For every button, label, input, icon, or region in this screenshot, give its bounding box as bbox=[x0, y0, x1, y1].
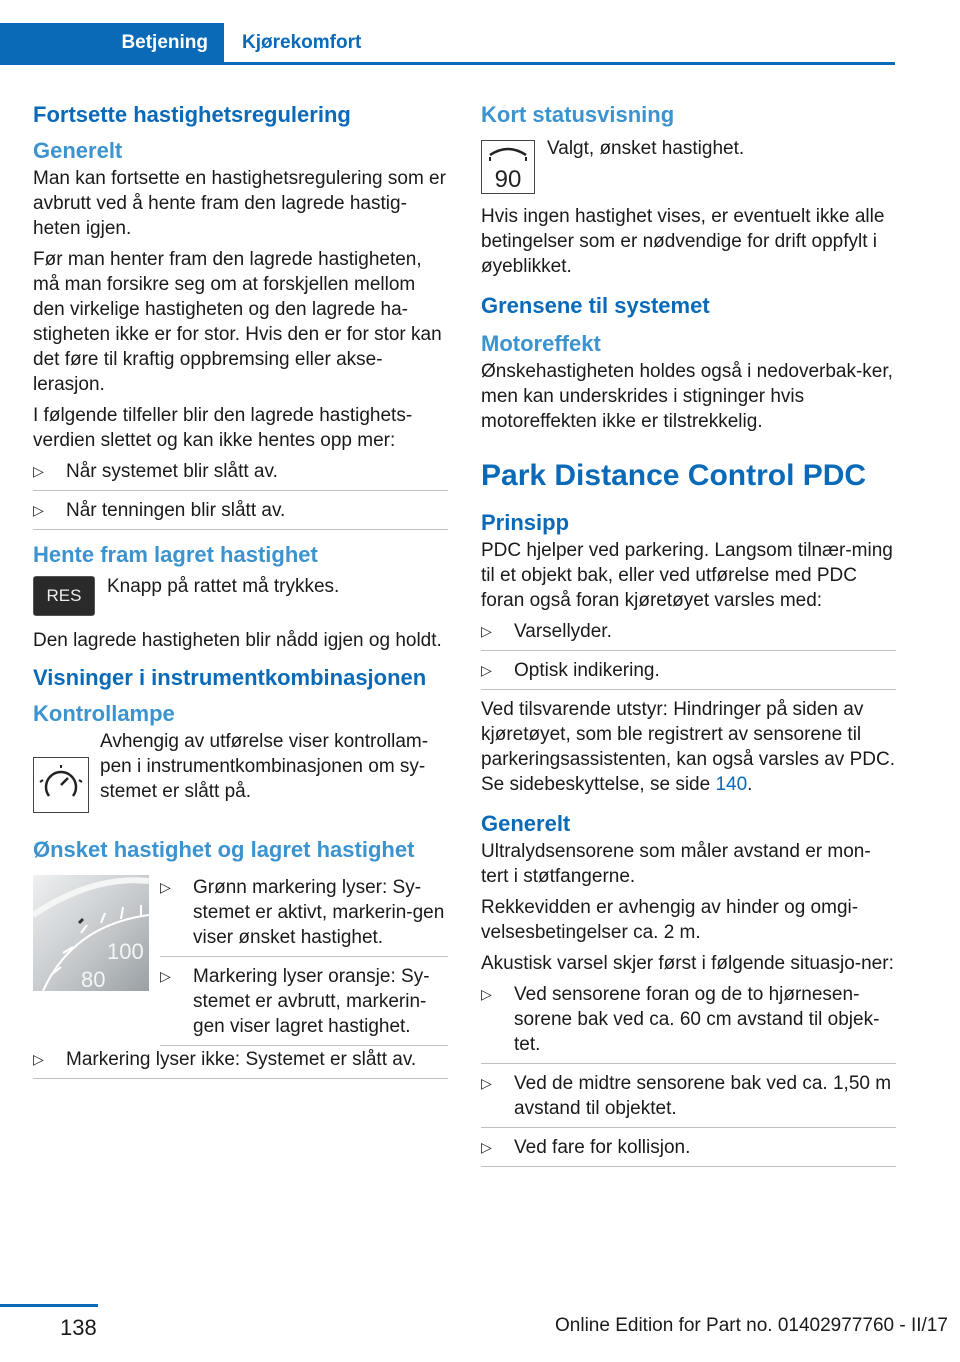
header-bar bbox=[0, 0, 895, 65]
heading-hente: Hente fram lagret hastighet bbox=[33, 542, 318, 567]
list-item: ▷ Når systemet blir slått av. bbox=[33, 459, 448, 491]
triangle-bullet-icon: ▷ bbox=[33, 463, 44, 479]
paragraph: PDC hjelper ved parkering. Langsom tilnær‐ming til et objekt bak, eller ved utførelse med PDC foran også foran kjøretøyet varsles med: bbox=[481, 540, 893, 611]
list-item: ▷ Optisk indikering. bbox=[481, 658, 896, 690]
heading-prinsipp: Prinsipp bbox=[481, 510, 570, 535]
list-item: ▷ Når tenningen blir slått av. bbox=[33, 498, 448, 530]
kontrollampe-text: Avhengig av utførelse viser kontrollam‐pen i instrumentkombinasjonen om sy‐stemet er slått på. bbox=[100, 731, 429, 802]
list-item: ▷ Ved sensorene foran og de to hjørnesen‐sorene bak ved ca. 60 cm avstand til objek‐tet. bbox=[481, 982, 896, 1064]
heading-pdc: Park Distance Control PDC bbox=[481, 459, 867, 492]
triangle-bullet-icon: ▷ bbox=[481, 986, 492, 1002]
page-number-rule bbox=[0, 1304, 98, 1307]
list-item: ▷ Varsellyder. bbox=[481, 619, 896, 651]
res-row bbox=[33, 576, 448, 624]
kort-status-text: Valgt, ønsket hastighet. bbox=[547, 138, 745, 159]
paragraph: Ved tilsvarende utstyr: Hindringer på siden av kjøretøyet, som ble registrert av sensorene til parkeringsassistenten, kan også varsles av PDC. Se sidebeskyttelse, se side 140. bbox=[481, 699, 895, 795]
onsket-row bbox=[33, 875, 448, 1047]
gauge-label-80: 80 bbox=[81, 967, 106, 991]
onsket-list bbox=[160, 875, 448, 1053]
paragraph: Før man henter fram den lagrede hastigheten, må man forsikre seg om at forskjellen mellom den virkelige hastigheten og den lagrede ha‐stigheten ikke er for stor. Hvis den er for stor kan det føre til kraftig oppbremsing eller akse‐lerasjon. bbox=[33, 249, 442, 395]
tab-betjening[interactable]: Betjening bbox=[0, 23, 224, 62]
cruise-control-lamp-icon bbox=[33, 757, 89, 813]
heading-onsket: Ønsket hastighet og lagret hastighet bbox=[33, 837, 415, 862]
heading-fortsette: Fortsette hastighetsregulering bbox=[33, 102, 351, 127]
left-column bbox=[33, 100, 448, 1086]
right-column bbox=[481, 100, 896, 1174]
heading-kontrollampe: Kontrollampe bbox=[33, 701, 175, 726]
list-item: ▷ Ved fare for kollisjon. bbox=[481, 1135, 896, 1167]
paragraph: Rekkevidden er avhengig av hinder og omgi‐velsesbetingelser ca. 2 m. bbox=[481, 897, 859, 943]
res-text: Knapp på rattet må trykkes. bbox=[107, 576, 340, 597]
list-item: ▷ Grønn markering lyser: Sy‐stemet er aktivt, markerin‐gen viser ønsket hastighet. bbox=[160, 875, 448, 957]
list-item: ▷ Markering lyser oransje: Sy‐stemet er avbrutt, markerin‐gen viser lagret hastighet. bbox=[160, 964, 448, 1046]
heading-generelt: Generelt bbox=[33, 138, 123, 163]
gauge-label-100: 100 bbox=[107, 939, 144, 964]
speed-display-icon bbox=[481, 140, 535, 194]
paragraph: Den lagrede hastigheten blir nådd igjen og holdt. bbox=[33, 630, 442, 651]
paragraph: Hvis ingen hastighet vises, er eventuelt ikke alle betingelser som er nødvendige for drift oppfylt i øyeblikket. bbox=[481, 206, 885, 277]
kort-status-row bbox=[481, 138, 896, 204]
heading-motoreffekt: Motoreffekt bbox=[481, 331, 601, 356]
tab-kjorekomfort[interactable]: Kjørekomfort bbox=[242, 32, 362, 53]
list-item: ▷ Ved de midtre sensorene bak ved ca. 1,50 m avstand til objektet. bbox=[481, 1071, 896, 1128]
heading-kort-status: Kort statusvisning bbox=[481, 102, 675, 127]
heading-grensene: Grensene til systemet bbox=[481, 293, 710, 318]
heading-generelt-pdc: Generelt bbox=[481, 811, 571, 836]
page-link[interactable]: 140 bbox=[715, 774, 748, 795]
paragraph: Akustisk varsel skjer først i følgende situasjo‐ner: bbox=[481, 953, 894, 974]
edition-text: Online Edition for Part no. 01402977760 - II/17 bbox=[555, 1315, 948, 1336]
speedometer-image bbox=[33, 875, 149, 991]
triangle-bullet-icon: ▷ bbox=[160, 968, 171, 984]
heading-visninger: Visninger i instrumentkombinasjonen bbox=[33, 665, 427, 690]
page-number: 138 bbox=[60, 1315, 97, 1340]
triangle-bullet-icon: ▷ bbox=[481, 1139, 492, 1155]
paragraph: I følgende tilfeller blir den lagrede hastighets‐verdien slettet og kan ikke hentes opp mer: bbox=[33, 405, 413, 451]
kontrollampe-row bbox=[33, 733, 448, 825]
triangle-bullet-icon: ▷ bbox=[481, 662, 492, 678]
paragraph: Man kan fortsette en hastighetsregulering som er avbrutt ved å hente fram den lagrede hastig‐heten igjen. bbox=[33, 168, 446, 239]
speed-display-value: 90 bbox=[494, 166, 522, 193]
triangle-bullet-icon: ▷ bbox=[481, 1075, 492, 1091]
triangle-bullet-icon: ▷ bbox=[33, 502, 44, 518]
triangle-bullet-icon: ▷ bbox=[33, 1051, 44, 1067]
paragraph: Ønskehastigheten holdes også i nedoverbak‐ker, men kan underskrides i stigninger hvis motoreffekten ikke er tilstrekkelig. bbox=[481, 361, 893, 432]
triangle-bullet-icon: ▷ bbox=[160, 879, 171, 895]
paragraph: Ultralydsensorene som måler avstand er mon‐tert i støtfangerne. bbox=[481, 841, 871, 887]
triangle-bullet-icon: ▷ bbox=[481, 623, 492, 639]
list-item: ▷ Markering lyser ikke: Systemet er slått av. bbox=[33, 1047, 448, 1079]
res-button-icon: RES bbox=[33, 576, 95, 616]
